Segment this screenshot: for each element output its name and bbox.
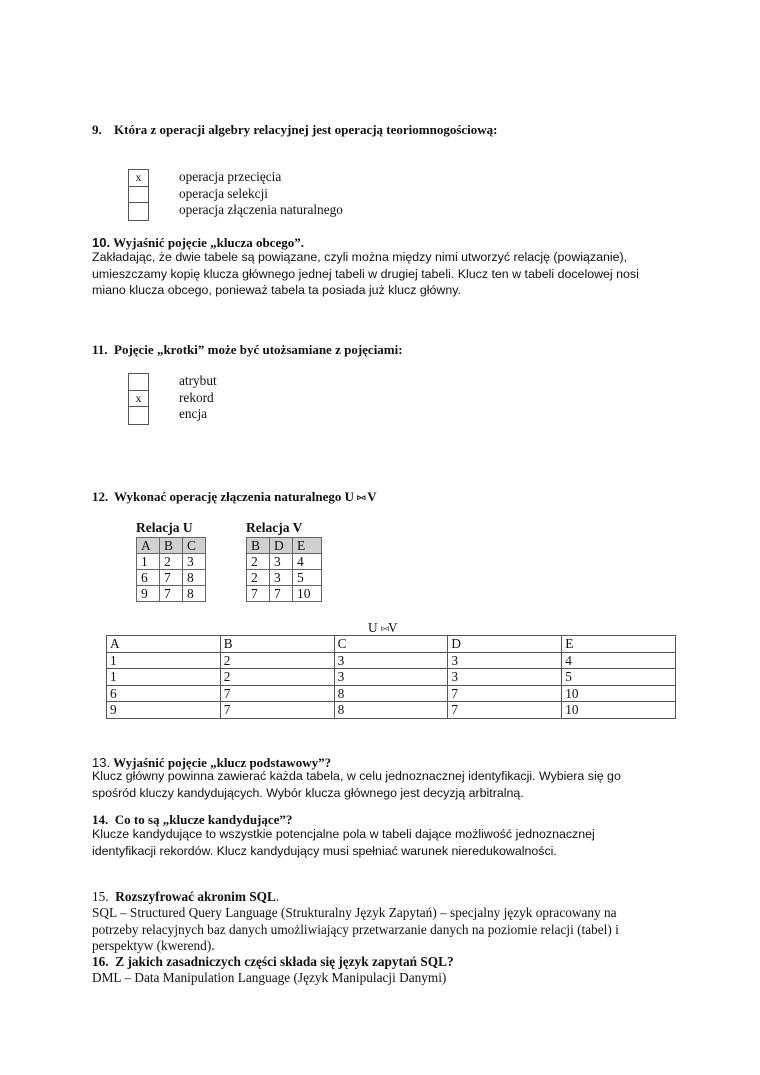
cell: 2 xyxy=(160,554,183,570)
cell: 2 xyxy=(247,570,270,586)
cell: 7 xyxy=(160,586,183,602)
cell: 1 xyxy=(107,652,221,669)
question-9-title xyxy=(92,122,498,138)
question-text: Z jakich zasadniczych części składa się język zapytań SQL? xyxy=(115,954,454,969)
cell: 5 xyxy=(562,669,676,686)
cell: 8 xyxy=(183,586,206,602)
question-number: 10. xyxy=(92,235,111,250)
cell: 8 xyxy=(183,570,206,586)
cell: 3 xyxy=(448,652,562,669)
answer-line: DML – Data Manipulation Language (Język Manipulacji Danymi) xyxy=(92,970,447,985)
cell: 6 xyxy=(107,685,221,702)
question-number: 15. xyxy=(92,889,109,904)
table-row xyxy=(107,685,676,702)
question-text: Rozszyfrować akronim SQL xyxy=(115,889,276,904)
header-cell: B xyxy=(160,538,183,554)
question-11-checkboxes xyxy=(128,373,149,425)
cell: 4 xyxy=(293,554,322,570)
result-table xyxy=(106,635,676,719)
question-number: 9. xyxy=(92,122,102,137)
checkbox[interactable] xyxy=(129,374,148,391)
answer-line: spośród kluczy kandydujących. Wybór klucza głównego jest decyzją arbitralną. xyxy=(92,785,524,800)
header-cell: E xyxy=(293,538,322,554)
relation-u-table xyxy=(136,537,206,602)
option-label: operacja złączenia naturalnego xyxy=(179,202,343,217)
cell: 10 xyxy=(293,586,322,602)
answer-line: SQL – Structured Query Language (Strukturalny Język Zapytań) – specjalny język opracowany na xyxy=(92,905,617,920)
question-number: 14. xyxy=(92,812,109,827)
header-cell: A xyxy=(107,636,221,653)
cell: 10 xyxy=(562,685,676,702)
question-number: 11. xyxy=(92,342,108,357)
option-label: rekord xyxy=(179,389,214,405)
natural-join-icon: ▹◃ xyxy=(380,623,388,633)
question-15-answer xyxy=(92,905,619,955)
option-label: encja xyxy=(179,406,208,421)
table-row xyxy=(107,669,676,686)
question-text-suffix: . xyxy=(275,889,280,904)
table-row xyxy=(137,554,206,570)
cell: 5 xyxy=(293,570,322,586)
question-text: Wyjaśnić pojęcie „klucz podstawowy”? xyxy=(113,755,332,770)
cell: 7 xyxy=(160,570,183,586)
relation-u-caption: Relacja U xyxy=(136,520,193,535)
cell: 3 xyxy=(270,554,293,570)
question-12-title xyxy=(92,489,377,505)
question-text-suffix: V xyxy=(367,489,377,504)
result-caption xyxy=(368,620,398,636)
table-row xyxy=(107,702,676,719)
answer-line: miano klucza obcego, ponieważ tabela ta posiada już klucz główny. xyxy=(92,283,461,297)
table-header-row xyxy=(137,538,206,554)
question-16-title xyxy=(92,954,454,971)
header-cell: D xyxy=(448,636,562,653)
cell: 7 xyxy=(247,586,270,602)
question-9-options xyxy=(179,169,343,219)
cell: 7 xyxy=(448,685,562,702)
cell: 3 xyxy=(183,554,206,570)
question-11-options xyxy=(179,373,217,423)
table-header-row xyxy=(247,538,322,554)
cell: 3 xyxy=(334,652,448,669)
cell: 2 xyxy=(220,669,334,686)
cell: 2 xyxy=(220,652,334,669)
option-label: operacja przecięcia xyxy=(179,169,282,184)
question-text: Co to są „klucze kandydujące”? xyxy=(114,812,293,827)
header-cell: B xyxy=(220,636,334,653)
header-cell: D xyxy=(270,538,293,554)
answer-line: Klucze kandydujące to wszystkie potencjalne pola w tabeli dające możliwość jednoznacznej xyxy=(92,827,595,841)
answer-line: Klucz główny powinna zawierać każda tabela, w celu jednoznacznej identyfikacji. Wybiera się go xyxy=(92,769,621,783)
table-row xyxy=(247,586,322,602)
answer-line: identyfikacji rekordów. Klucz kandydujący musi spełniać warunek nieredukowalności. xyxy=(92,843,557,858)
table-row xyxy=(247,554,322,570)
cell: 6 xyxy=(137,570,160,586)
cell: 7 xyxy=(220,685,334,702)
checkbox[interactable] xyxy=(129,407,148,424)
question-number: 16. xyxy=(92,954,109,969)
cell: 7 xyxy=(448,702,562,719)
option-label: operacja selekcji xyxy=(179,185,268,201)
checkbox[interactable] xyxy=(129,187,148,204)
question-text: Która z operacji algebry relacyjnej jest operacją teoriomnogościową: xyxy=(114,122,498,137)
cell: 4 xyxy=(562,652,676,669)
cell: 10 xyxy=(562,702,676,719)
result-caption-left: U xyxy=(368,620,378,635)
question-14-answer xyxy=(92,826,595,859)
cell: 3 xyxy=(448,669,562,686)
answer-line: Zakładając, że dwie tabele są powiązane, czyli można między nimi utworzyć relację (powiązanie), xyxy=(92,250,628,264)
header-cell: E xyxy=(562,636,676,653)
header-cell: C xyxy=(183,538,206,554)
table-row xyxy=(247,570,322,586)
question-15-title xyxy=(92,889,279,906)
table-row xyxy=(107,652,676,669)
table-row xyxy=(137,586,206,602)
answer-line: perspektyw (kwerend). xyxy=(92,938,215,953)
question-11-title xyxy=(92,342,403,358)
cell: 8 xyxy=(334,685,448,702)
question-number: 13. xyxy=(92,755,111,770)
question-number: 12. xyxy=(92,489,109,504)
cell: 1 xyxy=(107,669,221,686)
header-cell: C xyxy=(334,636,448,653)
cell: 1 xyxy=(137,554,160,570)
question-16-answer xyxy=(92,970,446,987)
question-text: Wyjaśnić pojęcie „klucza obcego”. xyxy=(113,235,304,250)
cell: 7 xyxy=(270,586,293,602)
table-header-row xyxy=(107,636,676,653)
cell: 3 xyxy=(334,669,448,686)
question-text: Pojęcie „krotki” może być utożsamiane z pojęciami: xyxy=(114,342,403,357)
cell: 9 xyxy=(107,702,221,719)
cell: 7 xyxy=(220,702,334,719)
answer-line: potrzeby relacyjnych baz danych umożliwiający przetwarzanie danych na poziomie relacji (tabel) i xyxy=(92,921,619,937)
cell: 3 xyxy=(270,570,293,586)
header-cell: A xyxy=(137,538,160,554)
question-13-answer xyxy=(92,768,621,801)
cell: 2 xyxy=(247,554,270,570)
header-cell: B xyxy=(247,538,270,554)
checkbox[interactable]: x xyxy=(129,391,148,408)
checkbox[interactable] xyxy=(129,203,148,220)
question-9-checkboxes xyxy=(128,169,149,221)
question-10-answer xyxy=(92,249,639,299)
result-caption-right: V xyxy=(387,620,398,635)
table-row xyxy=(137,570,206,586)
relation-v-table xyxy=(246,537,322,602)
cell: 9 xyxy=(137,586,160,602)
option-label: atrybut xyxy=(179,373,217,388)
question-text: Wykonać operację złączenia naturalnego U xyxy=(114,489,354,504)
natural-join-icon: ▹◃ xyxy=(357,492,365,502)
cell: 8 xyxy=(334,702,448,719)
relation-v-caption: Relacja V xyxy=(246,520,303,535)
checkbox[interactable]: x xyxy=(129,170,148,187)
answer-line: umieszczamy kopię klucza głównego jednej tabeli w drugiej tabeli. Klucz ten w tabeli docelowej nosi xyxy=(92,266,639,281)
